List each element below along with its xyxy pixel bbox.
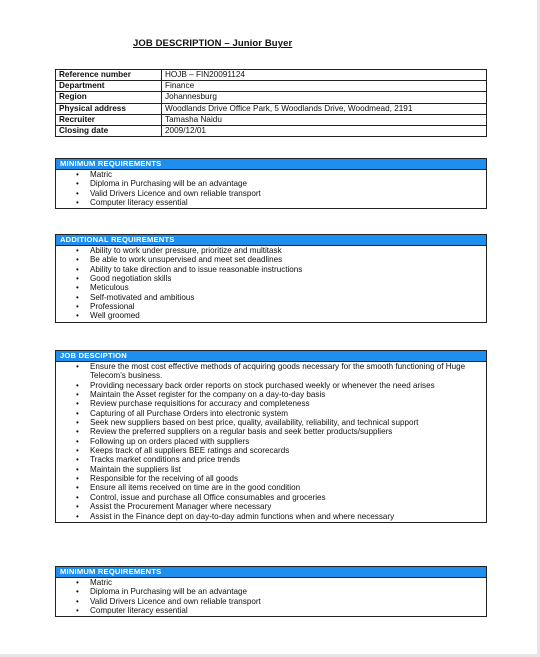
list-item: • Providing necessary back order reports on stock purchased weekly or whenever the need arises <box>56 381 486 390</box>
list-item: • Maintain the Asset register for the company on a day-to-day basis <box>56 390 486 399</box>
list-item: • Diploma in Purchasing will be an advantage <box>56 587 486 596</box>
table-row <box>56 92 487 103</box>
requirements-list <box>56 578 486 616</box>
list-item: • Self-motivated and ambitious <box>56 293 486 302</box>
info-label: Reference number <box>56 70 162 81</box>
list-item: • Following up on orders placed with suppliers <box>56 437 486 446</box>
list-item: • Ensure all items received on time are in the good condition <box>56 483 486 492</box>
list-item: • Responsible for the receiving of all goods <box>56 474 486 483</box>
minimum-requirements-section <box>55 158 487 209</box>
section-heading: MINIMUM REQUIREMENTS <box>56 159 486 170</box>
list-item: • Diploma in Purchasing will be an advantage <box>56 179 486 188</box>
list-item: • Be able to work unsupervised and meet set deadlines <box>56 255 486 264</box>
list-item: • Assist the Procurement Manager where necessary <box>56 502 486 511</box>
list-item: • Control, issue and purchase all Office consumables and groceries <box>56 493 486 502</box>
list-item: • Tracks market conditions and price trends <box>56 455 486 464</box>
requirements-list <box>56 170 486 208</box>
section-heading: ADDITIONAL REQUIREMENTS <box>56 235 486 246</box>
list-item: • Seek new suppliers based on best price, quality, availability, reliability, and technical support <box>56 418 486 427</box>
list-item: • Capturing of all Purchase Orders into electronic system <box>56 409 486 418</box>
info-label: Recruiter <box>56 114 162 125</box>
info-label: Department <box>56 81 162 92</box>
duties-list <box>56 362 486 522</box>
list-item: • Assist in the Finance dept on day-to-day admin functions when and where necessary <box>56 512 486 521</box>
list-item: • Ability to work under pressure, prioritize and multitask <box>56 246 486 255</box>
table-row <box>56 81 487 92</box>
requirements-list <box>56 246 486 322</box>
list-item: • Maintain the suppliers list <box>56 465 486 474</box>
list-item: • Professional <box>56 302 486 311</box>
table-row <box>56 125 487 136</box>
job-info-table <box>55 69 487 137</box>
list-item: • Meticulous <box>56 283 486 292</box>
list-item: • Valid Drivers Licence and own reliable transport <box>56 189 486 198</box>
section-heading: MINIMUM REQUIREMENTS <box>56 567 486 578</box>
list-item: • Matric <box>56 170 486 179</box>
info-label: Closing date <box>56 125 162 136</box>
minimum-requirements-section-repeat <box>55 566 487 617</box>
list-item: • Review the preferred suppliers on a regular basis and seek better products/suppliers <box>56 427 486 436</box>
table-row <box>56 114 487 125</box>
list-item: • Keeps track of all suppliers BEE ratings and scorecards <box>56 446 486 455</box>
info-value: Finance <box>162 81 487 92</box>
list-item: • Valid Drivers Licence and own reliable transport <box>56 597 486 606</box>
list-item: • Matric <box>56 578 486 587</box>
info-value: Woodlands Drive Office Park, 5 Woodlands Drive, Woodmead, 2191 <box>162 103 487 114</box>
list-item: • Computer literacy essential <box>56 606 486 615</box>
list-item: • Ensure the most cost effective methods of acquiring goods necessary for the smooth functioning of Huge Telecom’s business. <box>56 362 486 381</box>
info-label: Region <box>56 92 162 103</box>
job-description-section <box>55 350 487 523</box>
table-row <box>56 103 487 114</box>
section-heading: JOB DESCIPTION <box>56 351 486 362</box>
info-value: 2009/12/01 <box>162 125 487 136</box>
info-label: Physical address <box>56 103 162 114</box>
list-item: • Computer literacy essential <box>56 198 486 207</box>
additional-requirements-section <box>55 234 487 323</box>
list-item: • Good negotiation skills <box>56 274 486 283</box>
table-row <box>56 70 487 81</box>
document-title: JOB DESCRIPTION – Junior Buyer <box>133 38 293 49</box>
info-value: Tamasha Naidu <box>162 114 487 125</box>
info-value: Johannesburg <box>162 92 487 103</box>
list-item: • Review purchase requisitions for accuracy and completeness <box>56 399 486 408</box>
list-item: • Well groomed <box>56 311 486 320</box>
info-value: HOJB – FIN20091124 <box>162 70 487 81</box>
list-item: • Ability to take direction and to issue reasonable instructions <box>56 265 486 274</box>
